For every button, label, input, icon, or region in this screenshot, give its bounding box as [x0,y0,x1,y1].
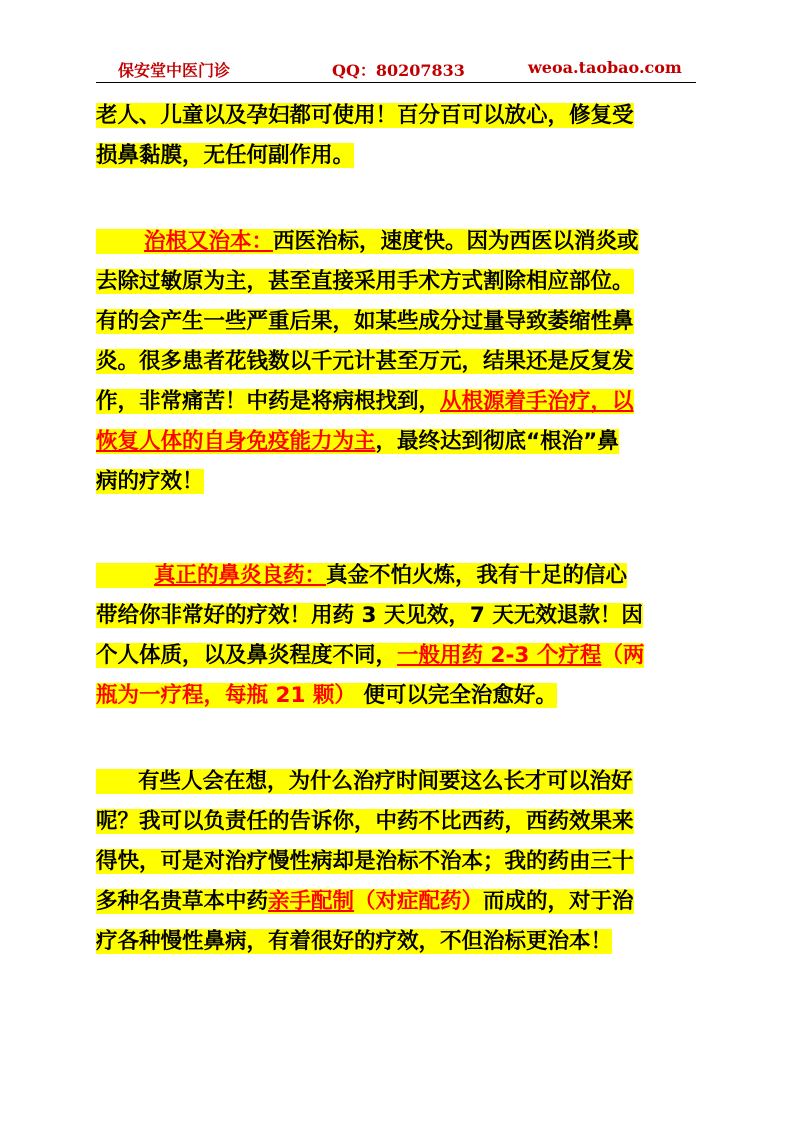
shop-url: weoa.taobao.com [528,58,682,77]
text-line: 损鼻黏膜，无任何副作用。 [96,143,355,168]
text-line: 个人体质，以及鼻炎程度不同，一般用药 2-3 个疗程（两 [96,643,645,668]
text-line: 老人、儿童以及孕妇都可使用！百分百可以放心，修复受 [96,103,634,128]
emphasis-text: 一般用药 2-3 个疗程 [397,643,602,668]
paragraph-why-long [96,762,696,962]
text-line: 多种名贵草本中药亲手配制（对症配药）而成的，对于治 [96,889,634,914]
paragraph-true-remedy [96,556,696,716]
text-line: 呢？我可以负责任的告诉你，中药不比西药，西药效果来 [96,809,634,834]
section-heading: 治根又治本： [144,229,274,254]
page-header [96,58,696,83]
text-line: 作，非常痛苦！中药是将病根找到，从根源着手治疗，以 [96,389,634,414]
text-line: 恢复人体的自身免疫能力为主，最终达到彻底“根治”鼻 [96,429,619,454]
paragraph-safety [96,96,696,176]
emphasis-text: 瓶为一疗程，每瓶 21 颗） [96,683,356,708]
emphasis-text: 从根源着手治疗，以 [440,389,634,414]
text-line: 有些人会在想，为什么治疗时间要这么长才可以治好 [96,769,633,794]
emphasis-text: 亲手配制 [268,889,355,914]
text-line: 真正的鼻炎良药：真金不怕火炼，我有十足的信心 [96,563,627,588]
section-heading: 真正的鼻炎良药： [154,563,327,588]
emphasis-text: 恢复人体的自身免疫能力为主 [96,429,376,454]
text-line: 炎。很多患者花钱数以千元计甚至万元，结果还是反复发 [96,349,634,374]
text-line: 去除过敏原为主，甚至直接采用手术方式割除相应部位。 [96,269,634,294]
text-line: 治根又治本：西医治标，速度快。因为西医以消炎或 [96,229,639,254]
text-line: 病的疗效！ [96,469,204,494]
text-line: 疗各种慢性鼻病，有着很好的疗效，不但治标更治本！ [96,929,613,954]
text-line: 瓶为一疗程，每瓶 21 颗） 便可以完全治愈好。 [96,683,557,708]
text-line: 有的会产生一些严重后果，如某些成分过量导致萎缩性鼻 [96,309,634,334]
text-line: 得快，可是对治疗慢性病却是治标不治本；我的药由三十 [96,849,634,874]
paragraph-root-cure [96,222,696,502]
qq-number: QQ：80207833 [332,61,465,80]
text-line: 带给你非常好的疗效！用药 3 天见效，7 天无效退款！因 [96,603,643,628]
clinic-name: 保安堂中医门诊 [118,61,231,80]
